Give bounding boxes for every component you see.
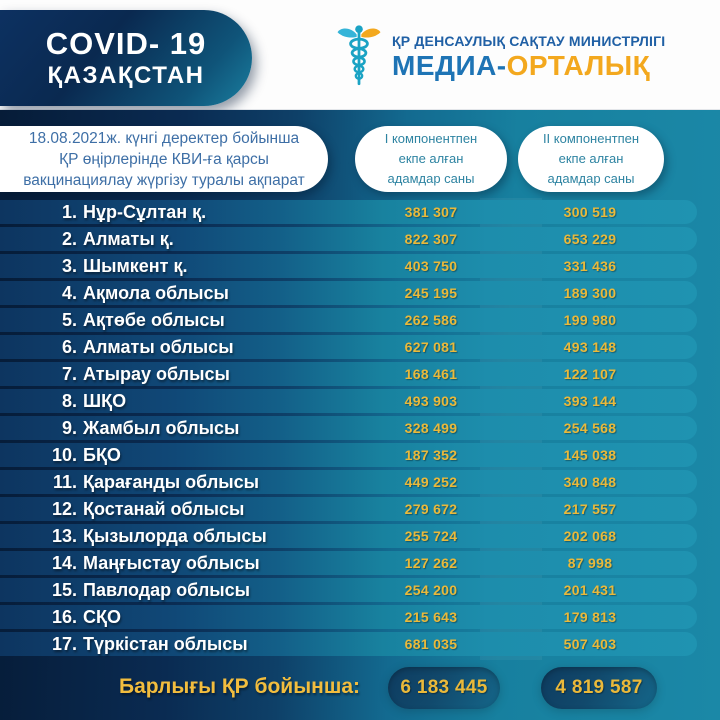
column-header-component-1 [355, 126, 507, 192]
table-row [0, 443, 697, 467]
table-row [0, 281, 697, 305]
region-label: Түркістан облысы [83, 633, 248, 654]
region-name-cell [0, 283, 357, 304]
region-label: Маңғыстау облысы [83, 552, 260, 573]
component2-value: 254 568 [563, 420, 617, 436]
media-center-word-blue: МЕДИА- [392, 49, 507, 81]
component1-value: 403 750 [404, 258, 458, 274]
table-row [0, 227, 697, 251]
table-row [0, 470, 697, 494]
region-label: Қызылорда облысы [83, 525, 267, 546]
component1-value: 328 499 [404, 420, 458, 436]
badge-title: COVID- 19 [45, 26, 207, 62]
region-label: Шымкент қ. [83, 255, 188, 276]
component2-value: 189 300 [563, 285, 617, 301]
region-label: ШҚО [83, 390, 127, 411]
totals-label: Барлығы ҚР бойынша: [118, 675, 360, 698]
component2-value: 653 229 [563, 231, 617, 247]
region-rank: 1. [61, 201, 77, 222]
region-name-cell [0, 526, 357, 547]
report-description [0, 126, 328, 192]
region-rank: 12. [51, 498, 77, 519]
component2-value: 493 148 [563, 339, 617, 355]
region-name-cell [0, 337, 357, 358]
component2-value: 217 557 [563, 501, 617, 517]
component2-value: 201 431 [563, 582, 617, 598]
logo-text [392, 33, 665, 80]
table-row [0, 362, 697, 386]
region-rank: 6. [61, 336, 77, 357]
totals-footer [0, 659, 720, 720]
component2-value: 300 519 [563, 204, 617, 220]
report-description-line3: вакцинациялау жүргізу туралы ақпарат [23, 171, 305, 189]
component1-value: 127 262 [404, 555, 458, 571]
report-description-line2: ҚР өңірлерінде КВИ-ға қарсы [59, 150, 269, 168]
region-rank: 15. [51, 579, 77, 600]
region-rank: 17. [51, 633, 77, 654]
region-name-cell [0, 553, 357, 574]
component2-value: 122 107 [563, 366, 617, 382]
table-row [0, 416, 697, 440]
component1-value: 627 081 [404, 339, 458, 355]
component1-value: 187 352 [404, 447, 458, 463]
region-rank: 14. [51, 552, 77, 573]
col1-line3: адамдар саны [387, 171, 475, 186]
region-label: Алматы облысы [83, 336, 234, 357]
region-label: Атырау облысы [83, 363, 230, 384]
region-rank: 4. [61, 282, 77, 303]
table-row [0, 389, 697, 413]
region-label: Ақтөбе облысы [83, 309, 225, 330]
region-rank: 3. [61, 255, 77, 276]
component1-value: 822 307 [404, 231, 458, 247]
component1-value: 381 307 [404, 204, 458, 220]
media-center-title [392, 49, 665, 81]
col1-line1: I компонентпен [384, 131, 478, 146]
component1-value: 449 252 [404, 474, 458, 490]
component1-value: 215 643 [404, 609, 458, 625]
col2-line2: екпе алған [558, 151, 624, 166]
component2-value: 340 848 [563, 474, 617, 490]
component1-value: 681 035 [404, 636, 458, 652]
caduceus-icon [336, 22, 382, 90]
header-bar [0, 0, 720, 110]
table-row [0, 578, 697, 602]
region-rank: 9. [61, 417, 77, 438]
component1-value: 255 724 [404, 528, 458, 544]
region-rank: 16. [51, 606, 77, 627]
component1-value: 279 672 [404, 501, 458, 517]
component2-value: 145 038 [563, 447, 617, 463]
component1-value: 168 461 [404, 366, 458, 382]
region-rank: 11. [52, 471, 77, 492]
region-rank: 2. [61, 228, 77, 249]
region-label: Жамбыл облысы [83, 417, 240, 438]
table-row [0, 551, 697, 575]
table-row [0, 308, 697, 332]
region-name-cell [0, 310, 357, 331]
table-row [0, 254, 697, 278]
region-name-cell [0, 580, 357, 601]
col2-line3: адамдар саны [547, 171, 635, 186]
region-label: Қарағанды облысы [83, 471, 260, 492]
region-name-cell [0, 364, 357, 385]
region-name-cell [0, 607, 357, 628]
region-label: БҚО [83, 444, 121, 465]
column-header-component-2 [518, 126, 664, 192]
region-name-cell [0, 391, 357, 412]
table-row [0, 200, 697, 224]
region-label: Павлодар облысы [83, 579, 251, 600]
region-name-cell [0, 445, 357, 466]
covid-19-badge [0, 10, 252, 106]
col1-line2: екпе алған [398, 151, 464, 166]
ministry-logo [336, 22, 665, 90]
component1-value: 254 200 [404, 582, 458, 598]
region-label: Нұр-Сұлтан қ. [83, 201, 207, 222]
table-row [0, 497, 697, 521]
component2-value: 179 813 [563, 609, 617, 625]
region-name-cell [0, 472, 357, 493]
component2-value: 393 144 [563, 393, 617, 409]
region-label: Ақмола облысы [83, 282, 229, 303]
region-label: Қостанай облысы [83, 498, 245, 519]
component2-value: 87 998 [567, 555, 613, 571]
table-row [0, 605, 697, 629]
component2-value: 199 980 [563, 312, 617, 328]
region-name-cell [0, 418, 357, 439]
region-label: Алматы қ. [83, 228, 174, 249]
region-name-cell [0, 229, 357, 250]
component2-value: 331 436 [563, 258, 617, 274]
badge-subtitle: ҚАЗАҚСТАН [47, 62, 205, 90]
total-component2-value: 4 819 587 [541, 667, 657, 709]
region-label: СҚО [83, 606, 121, 627]
region-rank: 8. [61, 390, 77, 411]
col2-line1: II компонентпен [542, 131, 640, 146]
region-name-cell [0, 202, 357, 223]
component2-value: 507 403 [563, 636, 617, 652]
region-rank: 5. [61, 309, 77, 330]
region-name-cell [0, 499, 357, 520]
component2-value: 202 068 [563, 528, 617, 544]
region-name-cell [0, 634, 357, 655]
table-row [0, 524, 697, 548]
table-row [0, 632, 697, 656]
component1-value: 493 903 [404, 393, 458, 409]
ministry-name: ҚР ДЕНСАУЛЫҚ САҚТАУ МИНИСТРЛІГІ [392, 32, 666, 49]
region-name-cell [0, 256, 357, 277]
region-rank: 7. [61, 363, 77, 384]
content-area [0, 110, 720, 720]
report-description-line1: 18.08.2021ж. күнгі деректер бойынша [28, 129, 300, 147]
region-table [0, 200, 720, 659]
media-center-word-orange: ОРТАЛЫҚ [506, 49, 651, 81]
region-rank: 10. [51, 444, 77, 465]
component1-value: 262 586 [404, 312, 458, 328]
total-component1-value: 6 183 445 [388, 667, 500, 709]
region-rank: 13. [51, 525, 77, 546]
component1-value: 245 195 [404, 285, 458, 301]
table-row [0, 335, 697, 359]
